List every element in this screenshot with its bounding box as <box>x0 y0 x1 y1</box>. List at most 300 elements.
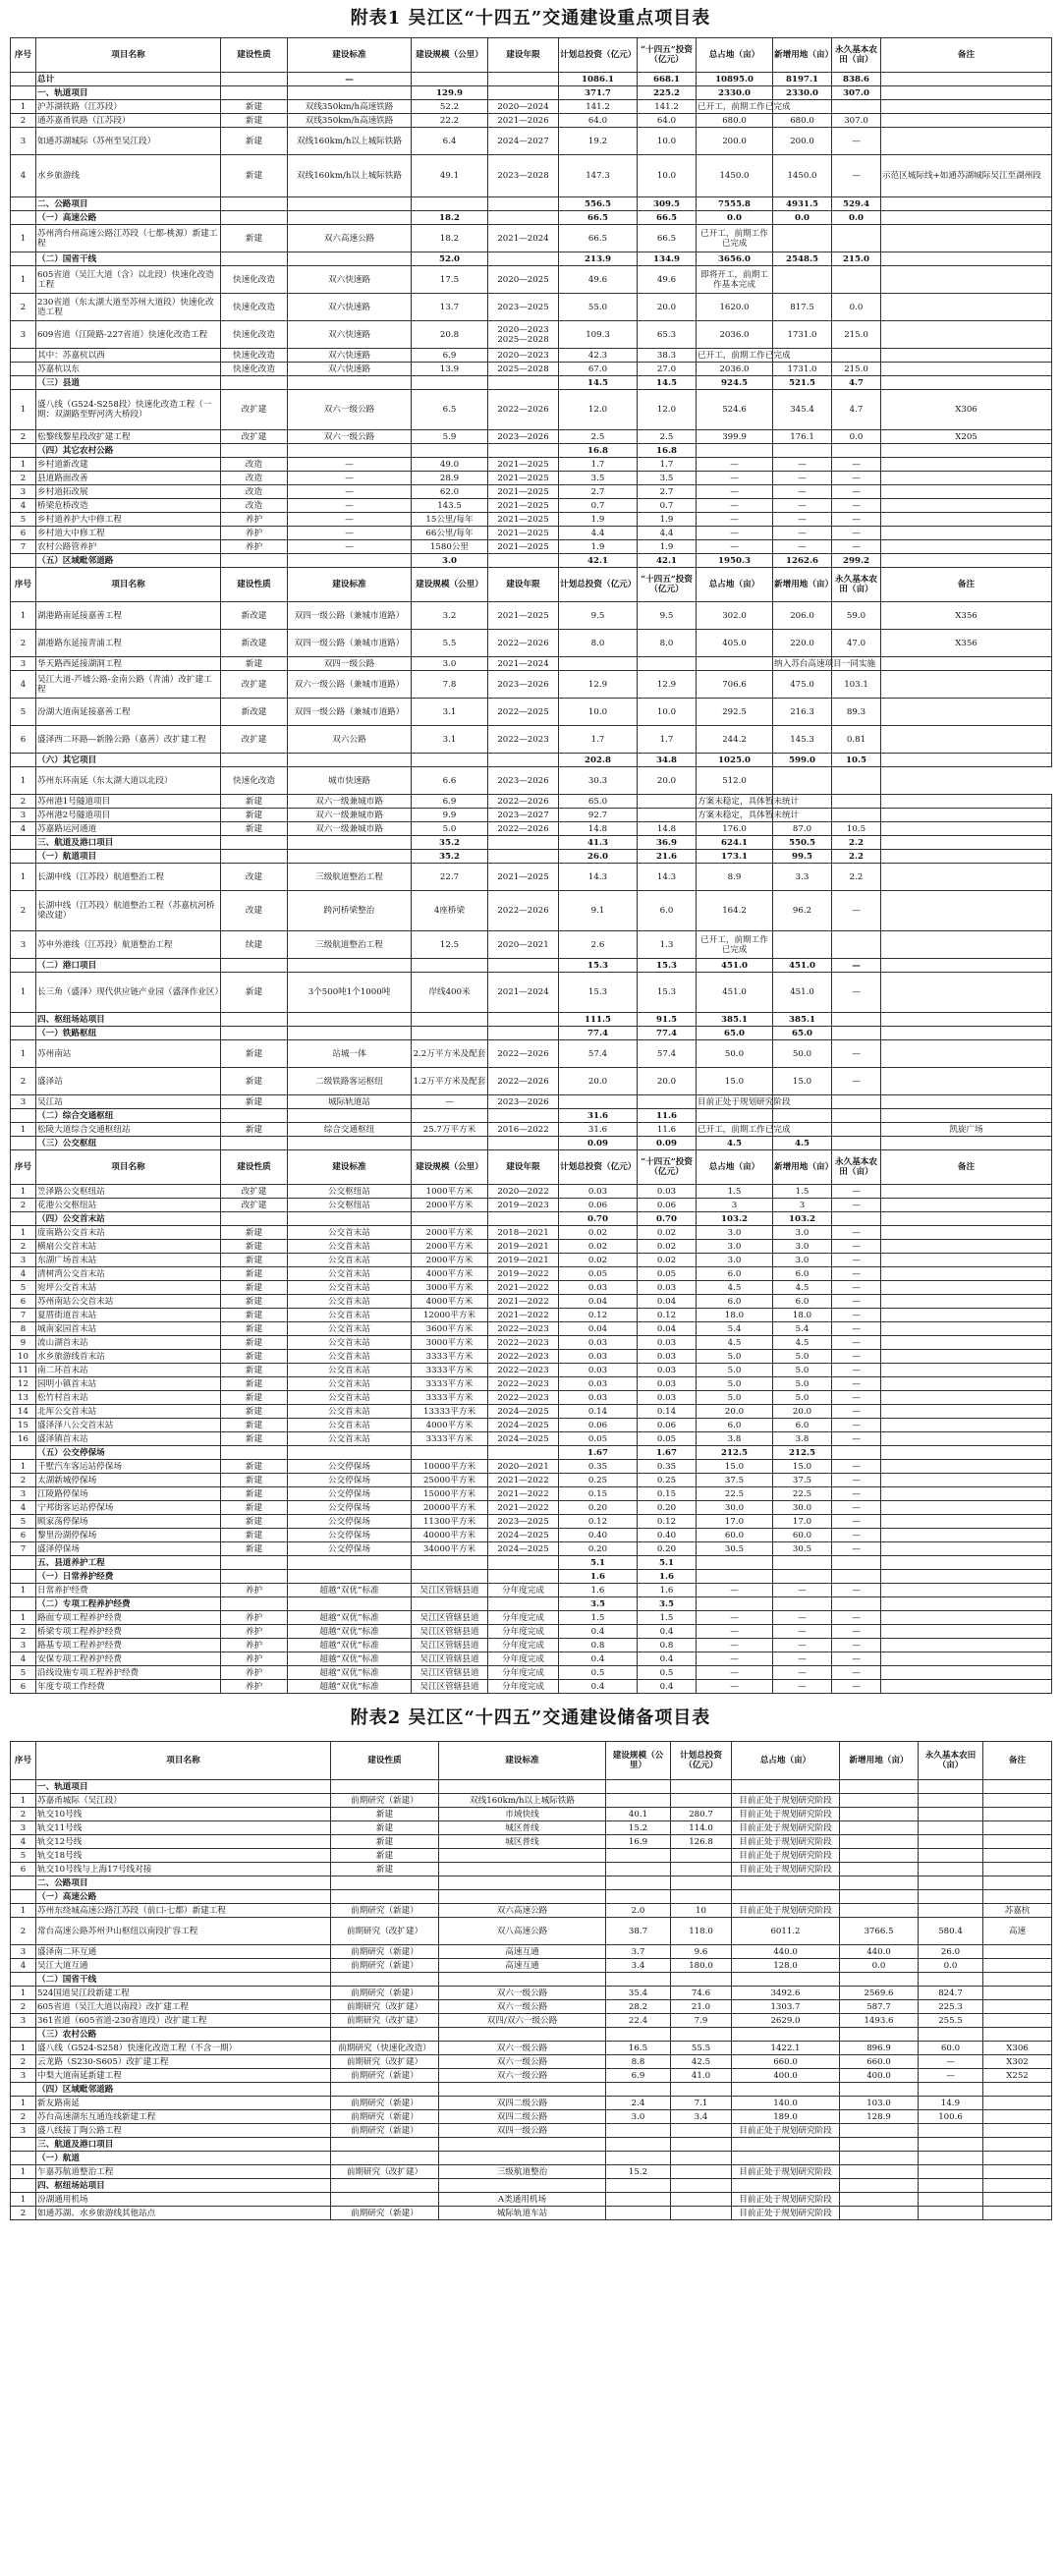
table-cell: 451.0 <box>697 959 773 973</box>
table-cell <box>919 2165 983 2179</box>
table-cell: 200.0 <box>773 128 832 155</box>
table-cell: 49.0 <box>412 458 488 472</box>
table-cell: 超越“双优”标准 <box>288 1680 412 1694</box>
table-row <box>11 2124 1052 2138</box>
table-cell: 方案未稳定，具体暂未统计 <box>698 810 800 820</box>
table-cell: 1.5 <box>697 1185 773 1199</box>
table-cell: 371.7 <box>559 86 638 100</box>
table-cell <box>832 1212 881 1226</box>
table-cell: 3 <box>773 1199 832 1212</box>
table-cell: 5.1 <box>638 1556 697 1570</box>
table-cell <box>412 1013 488 1027</box>
table-row <box>11 1240 1052 1254</box>
table-cell <box>412 959 488 973</box>
table-cell: 3.0 <box>697 1254 773 1267</box>
table-cell: 2022—2023 <box>488 1350 559 1364</box>
table-cell: 0.14 <box>638 1405 697 1419</box>
table-cell: 城南家园首末站 <box>36 1322 221 1336</box>
table-cell: — <box>773 1680 832 1694</box>
table-cell: 66公里/每年 <box>412 527 488 540</box>
table-cell: 公交停保场 <box>288 1529 412 1542</box>
section-row <box>11 1973 1052 1987</box>
table-cell <box>983 1794 1052 1808</box>
table-cell <box>983 2124 1052 2138</box>
table-cell: — <box>832 1611 881 1625</box>
table-cell <box>881 499 1052 513</box>
table2-title: 附表2 吴江区“十四五”交通建设储备项目表 <box>350 1708 711 1728</box>
table-cell: （一）航道项目 <box>36 850 221 864</box>
table-cell: 0.03 <box>559 1364 638 1377</box>
table-cell: 长湖申线（江苏段）航道整治工程 <box>36 864 221 891</box>
table-cell: 双线350km/h高速铁路 <box>288 100 412 114</box>
table-cell: 凯旋广场 <box>881 1123 1052 1137</box>
table-cell: 新建 <box>221 1068 288 1095</box>
section-row <box>11 1212 1052 1226</box>
table-cell: 新建 <box>221 1515 288 1529</box>
table-cell <box>919 2124 983 2138</box>
table-cell: 512.0 <box>697 767 773 795</box>
table-row <box>11 2110 1052 2124</box>
table-cell: 四、枢纽场站项目 <box>36 2179 331 2193</box>
table-cell <box>983 1808 1052 1821</box>
table-cell: 养护 <box>221 1625 288 1639</box>
table-cell <box>488 1597 559 1611</box>
table-cell: X306 <box>983 2042 1052 2055</box>
table-cell: 128.0 <box>732 1959 840 1973</box>
table-cell: 2022—2026 <box>488 795 559 809</box>
table-cell: 2.5 <box>559 430 638 444</box>
table-cell: 乡村道拓改展 <box>36 485 221 499</box>
table-cell: 新建 <box>221 822 288 836</box>
table-cell <box>671 2083 732 2097</box>
table-cell: 7.9 <box>671 2014 732 2028</box>
table-cell <box>832 1013 881 1027</box>
table-cell: 5.0 <box>697 1377 773 1391</box>
table-cell: 6 <box>11 726 36 754</box>
table-cell: 二、公路项目 <box>36 197 221 211</box>
table-cell <box>881 472 1052 485</box>
section-row <box>11 444 1052 458</box>
table-cell <box>439 2179 606 2193</box>
table-cell: 改扩建 <box>221 390 288 430</box>
table-cell: 吴江区管辖县道 <box>412 1611 488 1625</box>
table-cell: — <box>773 1625 832 1639</box>
table-cell: 47.0 <box>832 630 881 657</box>
table-cell: 1 <box>11 2165 36 2179</box>
column-header: 建设规模（公里） <box>412 38 488 73</box>
table-cell: 轨交10号线与上海17号线对接 <box>36 1863 331 1876</box>
table-cell: — <box>832 1405 881 1419</box>
table-cell <box>488 444 559 458</box>
table-cell <box>881 1501 1052 1515</box>
table-cell: 0.0 <box>840 1959 919 1973</box>
table-cell <box>221 1570 288 1584</box>
table-row <box>11 891 1052 931</box>
table-cell: 快速化改造 <box>221 321 288 349</box>
table-cell: 292.5 <box>697 699 773 726</box>
table-cell: 双六一级公路 <box>288 430 412 444</box>
table-cell: 汾湖通用机场 <box>36 2193 331 2207</box>
section-row <box>11 2152 1052 2165</box>
table-cell: 92.7 <box>559 809 638 822</box>
table-cell: 0.25 <box>559 1474 638 1487</box>
table-cell: 2 <box>11 430 36 444</box>
table-cell: 40000平方米 <box>412 1529 488 1542</box>
table-cell: 分年度完成 <box>488 1584 559 1597</box>
table-cell: 4.7 <box>832 376 881 390</box>
table-cell: 乡村道养护大中修工程 <box>36 513 221 527</box>
table-cell <box>832 266 881 294</box>
table-cell: 2024—2025 <box>488 1529 559 1542</box>
table-cell <box>439 1863 606 1876</box>
table-cell <box>671 2138 732 2152</box>
table-cell: 0.12 <box>559 1309 638 1322</box>
table-cell: 一、轨道项目 <box>36 1780 331 1794</box>
table-cell: 二级铁路客运枢纽 <box>288 1068 412 1095</box>
table-cell: 309.5 <box>638 197 697 211</box>
table-cell: 91.5 <box>638 1013 697 1027</box>
table-row <box>11 657 1052 671</box>
table-cell: 2 <box>11 1240 36 1254</box>
table-cell <box>881 513 1052 527</box>
table-cell: 改造 <box>221 485 288 499</box>
table-cell: 湖港路东延接青浦工程 <box>36 630 221 657</box>
table-cell: 双四一级公路（兼城市道路） <box>288 602 412 630</box>
table-cell <box>840 2138 919 2152</box>
table-cell <box>638 1095 697 1109</box>
table-cell <box>832 1095 881 1109</box>
table-row <box>11 1391 1052 1405</box>
column-header: 建设标准 <box>288 568 412 602</box>
table-cell: — <box>697 1652 773 1666</box>
table-cell: 新建 <box>221 114 288 128</box>
table-cell: 0.15 <box>638 1487 697 1501</box>
table-cell: 37.5 <box>773 1474 832 1487</box>
column-header: 备注 <box>881 1150 1052 1185</box>
table-cell: 2 <box>11 2207 36 2220</box>
table-cell: 0.03 <box>559 1377 638 1391</box>
table-cell <box>840 1890 919 1904</box>
table-cell: 1.5 <box>773 1185 832 1199</box>
table-cell <box>881 1584 1052 1597</box>
table-cell <box>288 1212 412 1226</box>
table-cell: 桥梁专项工程养护经费 <box>36 1625 221 1639</box>
table-cell: 3.0 <box>773 1240 832 1254</box>
table-cell: 206.0 <box>773 602 832 630</box>
table-cell: 7.1 <box>671 2097 732 2110</box>
table-cell: 6.6 <box>412 767 488 795</box>
table-row <box>11 809 1052 822</box>
table-cell: 养护 <box>221 1666 288 1680</box>
table-cell: 2021—2024 <box>488 657 559 671</box>
table-cell: 2022—2026 <box>488 1040 559 1068</box>
table-cell: 新建 <box>221 1322 288 1336</box>
table-cell <box>983 1821 1052 1835</box>
table-cell: 前期研究（新建） <box>331 1794 439 1808</box>
table-cell: — <box>832 959 881 973</box>
table-cell <box>331 2193 439 2207</box>
table-cell <box>983 1876 1052 1890</box>
column-header: 新增用地（亩） <box>773 38 832 73</box>
table-cell: 20.0 <box>638 767 697 795</box>
table-cell: 双线160km/h以上城际铁路 <box>288 155 412 197</box>
table-cell: 2024—2025 <box>488 1405 559 1419</box>
table-cell <box>840 1780 919 1794</box>
table-cell: 18.0 <box>773 1309 832 1322</box>
table-cell: 前期研究（新建） <box>331 1959 439 1973</box>
table-cell: 129.9 <box>412 86 488 100</box>
table-cell: 0.03 <box>638 1391 697 1405</box>
table-cell <box>732 2138 840 2152</box>
table-cell: 新建 <box>331 1821 439 1835</box>
table-cell <box>840 1849 919 1863</box>
table-cell: 18.2 <box>412 225 488 252</box>
table-row <box>11 1040 1052 1068</box>
table-row <box>11 527 1052 540</box>
table-cell <box>881 931 1052 959</box>
table-cell: 松陵大道综合交通枢纽站 <box>36 1123 221 1137</box>
table-cell: 66.5 <box>559 211 638 225</box>
table-row <box>11 1863 1052 1876</box>
table-cell: 147.3 <box>559 155 638 197</box>
table-cell: 35.2 <box>412 850 488 864</box>
table-row <box>11 973 1052 1013</box>
table-cell: 27.0 <box>638 363 697 376</box>
table-cell: 1 <box>11 1040 36 1068</box>
table-cell: 14.8 <box>559 822 638 836</box>
table-row <box>11 349 1052 363</box>
table-cell <box>919 2207 983 2220</box>
table-cell: 三级航道整治 <box>439 2165 606 2179</box>
table-cell <box>488 86 559 100</box>
table-cell <box>881 266 1052 294</box>
table-cell: 14.8 <box>638 822 697 836</box>
table-cell: — <box>832 1419 881 1432</box>
table-cell <box>671 2179 732 2193</box>
table-cell: 74.6 <box>671 1987 732 2000</box>
table-cell <box>11 959 36 973</box>
table-cell <box>881 1336 1052 1350</box>
table-cell: 4.4 <box>559 527 638 540</box>
table-cell <box>840 1794 919 1808</box>
table-cell <box>881 1281 1052 1295</box>
table-cell: 公交首末站 <box>288 1309 412 1322</box>
table-cell: 255.5 <box>919 2014 983 2028</box>
table-cell: 超越“双优”标准 <box>288 1639 412 1652</box>
table-cell: 4 <box>11 1835 36 1849</box>
table-cell: 77.4 <box>638 1027 697 1040</box>
table-cell: 15.0 <box>773 1068 832 1095</box>
table-cell <box>288 1597 412 1611</box>
column-header: 总占地（亩） <box>697 1150 773 1185</box>
table-row <box>11 1652 1052 1666</box>
table-cell <box>638 795 697 809</box>
table-cell <box>773 931 832 959</box>
table-cell: 0.05 <box>559 1267 638 1281</box>
table-cell <box>488 1137 559 1150</box>
table-cell <box>881 73 1052 86</box>
table-cell <box>671 1973 732 1987</box>
table-cell: 660.0 <box>840 2055 919 2069</box>
table-cell: 3333平方米 <box>412 1364 488 1377</box>
table-cell <box>697 1570 773 1584</box>
table-cell: — <box>288 527 412 540</box>
table-cell: 5.4 <box>697 1322 773 1336</box>
table-cell: 225.2 <box>638 86 697 100</box>
table-cell <box>983 2028 1052 2042</box>
table-row <box>11 726 1052 754</box>
table-cell: 4 <box>11 671 36 699</box>
table-cell: 9.5 <box>638 602 697 630</box>
table-cell: 176.0 <box>697 822 773 836</box>
table-cell: 2020—2021 <box>488 1460 559 1474</box>
table-cell: 52.2 <box>412 100 488 114</box>
table-cell: 年度专项工作经费 <box>36 1680 221 1694</box>
table-cell: 目前正处于规划研究阶段 <box>732 1849 840 1863</box>
table-cell: 60.0 <box>697 1529 773 1542</box>
table-cell: 新建 <box>221 1405 288 1419</box>
table-cell <box>840 2207 919 2220</box>
table-cell <box>288 1137 412 1150</box>
table-cell: 综合交通枢纽 <box>288 1123 412 1137</box>
table-cell: 16.5 <box>606 2042 671 2055</box>
table-cell: 0.06 <box>638 1419 697 1432</box>
table-cell: 已开工，前期工作已完成 <box>697 931 773 959</box>
table-cell: 15 <box>11 1419 36 1432</box>
table-cell: 新建 <box>221 1295 288 1309</box>
table-row <box>11 1322 1052 1336</box>
table-cell: 路面专项工程养护经费 <box>36 1611 221 1625</box>
table-row <box>11 1542 1052 1556</box>
table-cell: 双六一级公路 <box>439 2042 606 2055</box>
table-cell: 2000平方米 <box>412 1199 488 1212</box>
table-cell <box>983 2193 1052 2207</box>
table-cell: — <box>832 499 881 513</box>
table-cell: 吴江大道互通 <box>36 1959 331 1973</box>
table-cell: 新建 <box>221 1254 288 1267</box>
table-cell <box>832 1123 881 1137</box>
table-cell: 9 <box>11 1336 36 1350</box>
table-cell: 改造 <box>221 499 288 513</box>
table-cell: 587.7 <box>840 2000 919 2014</box>
table-cell <box>881 1666 1052 1680</box>
table-cell: 0.03 <box>559 1281 638 1295</box>
table-cell: — <box>832 1068 881 1095</box>
table-cell <box>773 266 832 294</box>
table-cell: 盛八线（G524-S258）快速化改造工程（不含一期） <box>36 2042 331 2055</box>
table-cell <box>881 1625 1052 1639</box>
table-cell <box>983 1959 1052 1973</box>
table-cell: 2 <box>11 1474 36 1487</box>
table-cell: 公交首末站 <box>288 1405 412 1419</box>
table-cell: 12.0 <box>638 390 697 430</box>
table-cell <box>919 1904 983 1918</box>
column-header: 建设规模（公里） <box>606 1742 671 1780</box>
table-cell: 3 <box>11 931 36 959</box>
table-cell: — <box>832 1652 881 1666</box>
table-cell: 35.2 <box>412 836 488 850</box>
table-cell: 11 <box>11 1364 36 1377</box>
table-cell: 目前正处于规划研究阶段 <box>732 1863 840 1876</box>
table-cell: 21.6 <box>638 850 697 864</box>
table-cell: — <box>832 1240 881 1254</box>
table-cell: 10.0 <box>638 155 697 197</box>
table-cell: 0.14 <box>559 1405 638 1419</box>
section-row <box>11 86 1052 100</box>
table-cell: 624.1 <box>697 836 773 850</box>
table-cell <box>840 1904 919 1918</box>
table-cell: 公交停保场 <box>288 1501 412 1515</box>
table-cell: 31.6 <box>559 1109 638 1123</box>
table-cell: A类通用机场 <box>439 2193 606 2207</box>
table-cell <box>881 100 1052 114</box>
table-cell <box>221 1137 288 1150</box>
table-cell <box>697 1597 773 1611</box>
table-cell <box>288 1570 412 1584</box>
table-cell: 新建 <box>221 1501 288 1515</box>
table-cell: 1 <box>11 1987 36 2000</box>
table-cell: 2 <box>11 891 36 931</box>
table-row <box>11 822 1052 836</box>
table-cell: 6 <box>11 1680 36 1694</box>
table-cell <box>11 1973 36 1987</box>
table-cell: 新建 <box>221 1364 288 1377</box>
table-cell: 176.1 <box>773 430 832 444</box>
table-cell: 1450.0 <box>773 155 832 197</box>
table-cell: 云龙路（S230-S605）改扩建工程 <box>36 2055 331 2069</box>
table-cell: （五）区域毗邻道路 <box>36 554 221 568</box>
table-cell: 220.0 <box>773 630 832 657</box>
table-cell <box>919 1890 983 1904</box>
table-cell: 30.0 <box>773 1501 832 1515</box>
table-cell: 其中：苏嘉杭以西 <box>36 349 221 363</box>
table-cell: 1025.0 <box>697 754 773 767</box>
table-row <box>11 1501 1052 1515</box>
table-cell: 笠泽路公交枢纽站 <box>36 1185 221 1199</box>
table-cell: 605省道（吴江大道以南段）改扩建工程 <box>36 2000 331 2014</box>
table-cell: 新建 <box>221 1350 288 1364</box>
table-cell: X252 <box>983 2069 1052 2083</box>
table-cell: 10.0 <box>638 699 697 726</box>
table-cell <box>881 321 1052 349</box>
table-cell <box>331 2083 439 2097</box>
table-cell: 15.3 <box>559 973 638 1013</box>
table-cell: 中梨大道南延新建工程 <box>36 2069 331 2083</box>
table-row <box>11 1460 1052 1474</box>
table-cell: 双四二级公路 <box>439 2097 606 2110</box>
table-cell <box>671 1876 732 1890</box>
table-cell: 2.6 <box>559 931 638 959</box>
table-cell: 0.0 <box>697 211 773 225</box>
table-cell: 轨交18号线 <box>36 1849 331 1863</box>
table-cell: 5.4 <box>773 1322 832 1336</box>
table-cell: — <box>832 128 881 155</box>
table-cell: 0.7 <box>638 499 697 513</box>
table-cell: 0.05 <box>559 1432 638 1446</box>
table-cell: 2022—2026 <box>488 1068 559 1095</box>
table-row <box>11 321 1052 349</box>
table-cell: 公交枢纽站 <box>288 1185 412 1199</box>
table-cell: 13333平方米 <box>412 1405 488 1419</box>
table-cell: 1.9 <box>559 513 638 527</box>
table-cell: 34000平方米 <box>412 1542 488 1556</box>
table-cell: 0.09 <box>638 1137 697 1150</box>
table-cell: 通苏嘉甬铁路（江苏段） <box>36 114 221 128</box>
table2-header-row <box>11 1742 1052 1780</box>
table-cell: 451.0 <box>697 973 773 1013</box>
table-cell: 1303.7 <box>732 2000 840 2014</box>
table-cell: 15.0 <box>773 1460 832 1474</box>
